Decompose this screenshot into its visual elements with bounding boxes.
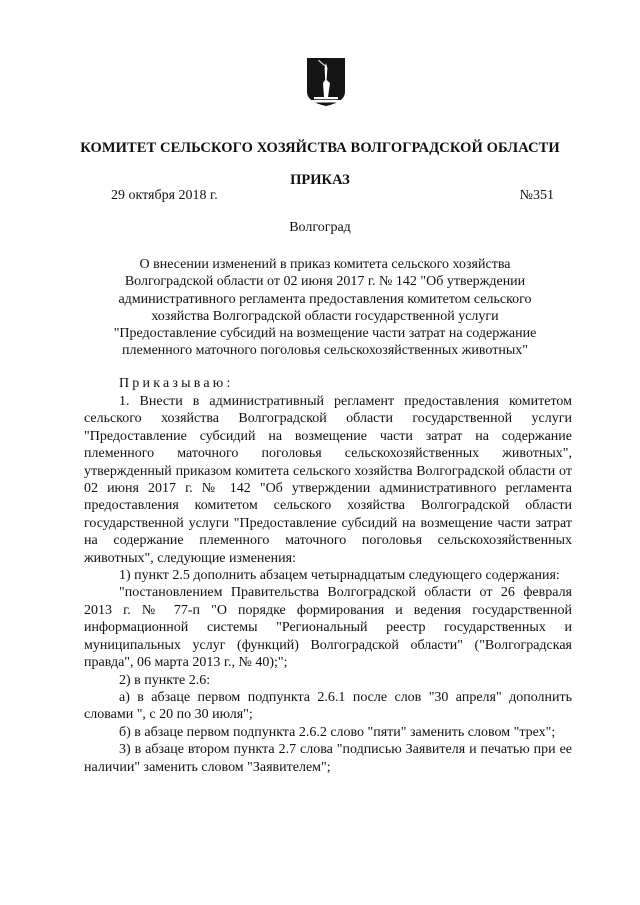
organization-name: КОМИТЕТ СЕЛЬСКОГО ХОЗЯЙСТВА ВОЛГОГРАДСКОЙ ОБЛАСТИ (80, 140, 560, 156)
paragraph: б) в абзаце первом подпункта 2.6.2 слово "пяти" заменить словом "трех"; (119, 724, 556, 740)
subject-line: О внесении изменений в приказ комитета сельского хозяйства (139, 257, 511, 272)
document-number: №351 (519, 188, 554, 203)
document-type: ПРИКАЗ (290, 172, 350, 188)
paragraph: 1. Внести в административный регламент предоставления комитетом сельского хозяйства Волгоградской области государственной услуги "Предоставление субсидий на возмещение части затрат на содержание племенного маточного поголовья сельскохозяйственных животных", утвержденный приказом комитета сельского хозяйства Волгоградской области от 02 июня 2017 г. № 142 "Об утверждении административного регламента предоставления комитетом сельского хозяйства Волгоградской области государственной услуги "Предоставление субсидий на возмещение части затрат на содержание племенного маточного поголовья сельскохозяйственных животных", следующие изменения: (84, 394, 572, 566)
document-subject (90, 256, 560, 360)
paragraph: а) в абзаце первом подпункта 2.6.1 после слов "30 апреля" дополнить словами ", с 20 по 30 июля"; (84, 689, 572, 723)
paragraph: "постановлением Правительства Волгоградской области от 26 февраля 2013 г. № 77-п "О порядке формирования и ведения государственной информационной системы "Региональный реестр государственных и муниципальных услуг (функций) Волгоградской области" ("Волгоградская правда", 06 марта 2013 г., № 40);"; (84, 585, 572, 671)
paragraph: 1) пункт 2.5 дополнить абзацем четырнадцатым следующего содержания: (119, 568, 560, 584)
subject-line: племенного маточного поголовья сельскохозяйственных животных" (122, 343, 528, 359)
document-date: 29 октября 2018 г. (111, 188, 218, 203)
subject-line: хозяйства Волгоградской области государственной услуги (151, 308, 499, 324)
paragraph: 3) в абзаце втором пункта 2.7 слова "подписью Заявителя и печатью при ее наличии" заменить словом "Заявителем"; (84, 742, 572, 775)
subject-line: Волгоградской области от 02 июня 2017 г. № 142 "Об утверждении (124, 274, 526, 290)
volgograd-emblem-icon (305, 56, 347, 108)
document-body (84, 393, 572, 776)
subject-line: административного регламента предоставления комитетом сельского (118, 291, 532, 307)
document-city: Волгоград (289, 220, 351, 235)
order-word: Приказываю: (119, 376, 234, 391)
paragraph: 2) в пункте 2.6: (119, 672, 211, 688)
subject-line: "Предоставление субсидий на возмещение части затрат на содержание (113, 326, 537, 342)
